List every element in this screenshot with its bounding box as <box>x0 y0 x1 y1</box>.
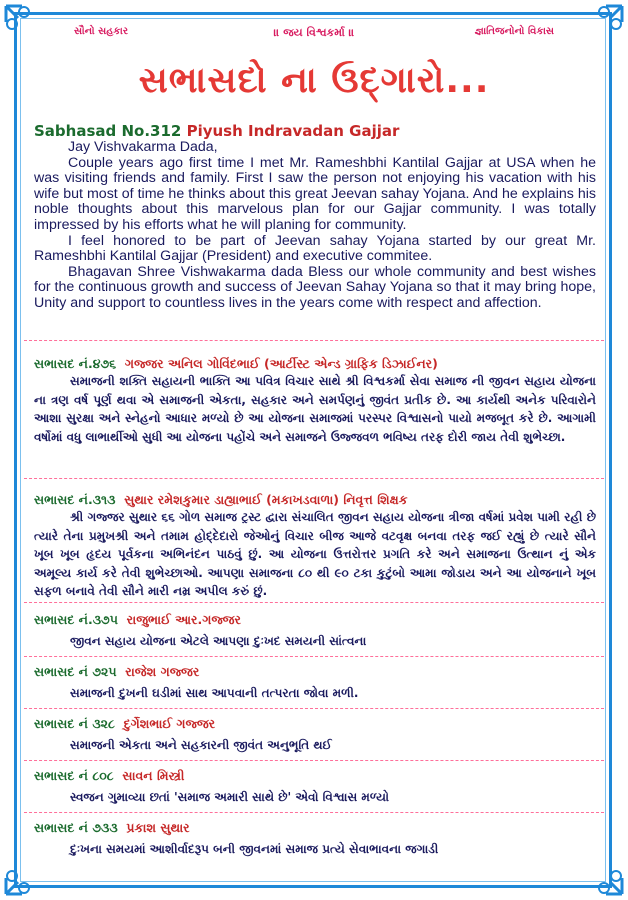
testimonial-header <box>34 612 596 628</box>
member-name: રાજેશ ગજ્જર <box>125 664 200 679</box>
testimonial-header <box>34 122 596 140</box>
testimonial-body: સમાજની એકતા અને સહકારની જીવંત અનુભૂતિ થઈ <box>70 738 332 752</box>
section-divider <box>24 760 604 761</box>
member-number: સભાસદ નં ૩૨૮ <box>34 716 115 731</box>
testimonial-733 <box>34 820 596 857</box>
paragraph: Couple years ago first time I met Mr. Rameshbhi Kantilal Gajjar at USA when he was visiting friends and family. First I saw the person not enjoying his vacation with his wife but most of time he thinks about this great Jeevan sahay Yojana. And he explains his noble thoughts about this marvelous plan for our Gajjar community. I was totally impressed by his efforts what he will planing for community. <box>34 154 596 233</box>
member-name: ગજ્જર અનિલ ગોવિંદભાઈ (આર્ટીસ્ટ એન્ડ ગ્રાફિક ડિઝાઈનર) <box>124 356 438 371</box>
greeting: Jay Vishvakarma Dada, <box>68 139 218 155</box>
testimonial-725 <box>34 664 596 701</box>
testimonial-body: દુઃખના સમયમાં આશીર્વાદરૂપ બની જીવનમાં સમાજ પ્રત્યે સેવાભાવના જગાડી <box>70 842 439 856</box>
testimonial-header <box>34 356 596 372</box>
member-name: સાવન મિસ્ત્રી <box>122 768 185 783</box>
testimonial-body <box>34 140 596 312</box>
testimonial-476 <box>34 356 596 446</box>
english-testimonial <box>34 122 596 312</box>
testimonial-313 <box>34 492 596 601</box>
member-number: સભાસદ નં.૩૭૫ <box>34 612 118 627</box>
member-name: પ્રકાશ સુથાર <box>126 820 190 835</box>
testimonial-header <box>34 664 596 680</box>
member-number: સભાસદ નં ૮૦૮ <box>34 768 114 783</box>
header-left-slogan: સૌનો સહકાર <box>74 26 128 37</box>
header-center-invocation: ॥ જય વિશ્વકર્મા ॥ <box>273 26 355 39</box>
page-title: સભાસદો ના ઉદ્‌ગારો... <box>138 60 490 101</box>
section-divider <box>24 340 604 341</box>
member-number: સભાસદ નં.૪૭૬ <box>34 356 117 371</box>
member-name: રાજુભાઈ આર.ગજ્જર <box>126 612 241 627</box>
member-number: સભાસદ નં ૭૨૫ <box>34 664 117 679</box>
section-divider <box>24 708 604 709</box>
testimonial-header <box>34 716 596 732</box>
testimonial-808 <box>34 768 596 805</box>
member-name: સુથાર રમેશકુમાર ડાહ્યાભાઈ (મકાખડવાળા) નિવૃત્ત શિક્ષક <box>124 492 408 507</box>
paragraph: I feel honored to be part of Jeevan sahay Yojana started by our great Mr. Rameshbhi Kantilal Gajjar (President) and executive commitee. <box>34 232 596 265</box>
section-divider <box>24 656 604 657</box>
testimonial-375 <box>34 612 596 649</box>
testimonial-328 <box>34 716 596 753</box>
section-divider <box>24 478 604 479</box>
member-number: સભાસદ નં.૩૧૩ <box>34 492 116 507</box>
section-divider <box>24 602 604 603</box>
paragraph: Bhagavan Shree Vishwakarma dada Bless our whole community and best wishes for the continuous growth and success of Jeevan Sahay Yojana so that it may bring hope, Unity and support to countless lives in the years come with respect and affection. <box>34 263 596 311</box>
testimonial-header <box>34 768 596 784</box>
corner-ornament-icon <box>2 858 42 898</box>
testimonial-body: સમાજની દુખની ઘડીમાં સાથ આપવાની તત્પરતા જોવા મળી. <box>70 686 359 700</box>
testimonial-body <box>34 372 596 446</box>
header-right-slogan: જ્ઞાતિજનોનો વિકાસ <box>474 26 554 37</box>
testimonial-header <box>34 492 596 508</box>
corner-ornament-icon <box>586 858 626 898</box>
member-number: Sabhasad No.312 <box>34 122 182 140</box>
paragraph: શ્રી ગજ્જર સુથાર ૬૬ ગોળ સમાજ ટ્રસ્ટ દ્વારા સંચાલિત જીવન સહાય યોજના ત્રીજા વર્ષમાં પ્રવેશ પામી રહી છે ત્યારે તેના પ્રમુખશ્રી અને તમામ હોદ્દેદારો જેઓનું વિચાર બીજ આજે વટવૃક્ષ બનવા તરફ જઈ રહ્યું છે ત્યારે સૌને ખૂબ ખૂબ હૃદય પૂર્વકના અભિનંદન પાઠવું છું. આ યોજના ઉત્તરોત્તર પ્રગતિ કરે અને સમાજના ઉત્થાન નું એક અમૂલ્ય કાર્ય કરે તેવી શુભેચ્છાઓ. આપણા સમાજના ૮૦ થી ૯૦ ટકા કુટુંબો આમા જોડાય અને આ યોજનાને ખૂબ સફળ બનાવે તેવી સૌને મારી નમ્ર અપીલ કરું છું. <box>34 510 596 598</box>
member-number: સભાસદ નં ૭૩૩ <box>34 820 118 835</box>
paragraph: સમાજની શક્તિ સહાયની ભાક્તિ આ પવિત્ર વિચાર સાથે શ્રી વિશ્વકર્મા સેવા સમાજ ની જીવન સહાય યોજના ના ત્રણ વર્ષ પૂર્ણ થવા એ સમાજની એકતા, સહકાર અને સમર્પણનું જીવંત પ્રતીક છે. આ કાર્યથી અનેક પરિવારોને આશા સુરક્ષા અને સ્નેહનો આધાર મળ્યો છે આ યોજના સમાજમાં પરસ્પર વિશ્વાસનો પાયો મજબૂત કરે છે. આગામી વર્ષોમાં વધુ લાભાર્થીઓ સુધી આ યોજના પહોંચે અને સમાજને ઉજ્જવળ ભવિષ્ય તરફ દોરી જાય તેવી શુભેચ્છા. <box>34 374 596 444</box>
testimonial-header <box>34 820 596 836</box>
member-name: દુર્ગેશભાઈ ગજ્જર <box>123 716 216 731</box>
section-divider <box>24 812 604 813</box>
testimonial-body: સ્વજન ગુમાવ્યા છતાં 'સમાજ અમારી સાથે છે' એવો વિશ્વાસ મળ્યો <box>70 790 389 804</box>
testimonial-body: જીવન સહાય યોજના એટલે આપણા દુઃખદ સમયની સાંત્વના <box>70 634 367 648</box>
testimonial-body <box>34 508 596 601</box>
member-name: Piyush Indravadan Gajjar <box>186 122 400 140</box>
